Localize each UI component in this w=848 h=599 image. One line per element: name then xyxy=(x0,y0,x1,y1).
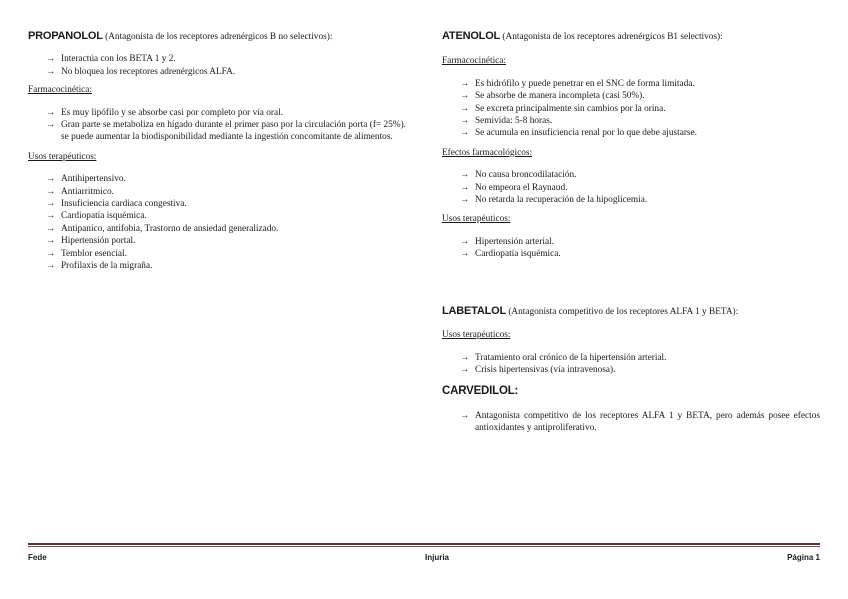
arrow-icon: → xyxy=(460,116,470,127)
list-item: → Semivida: 5-8 horas. xyxy=(460,116,553,127)
arrow-icon: → xyxy=(46,174,56,185)
propanolol-uses-list xyxy=(28,173,406,272)
atenolol-uses-heading: Usos terapéuticos: xyxy=(442,214,511,225)
list-item: → Crisis hipertensivas (vía intravenosa). xyxy=(460,364,616,375)
propanolol-pk-heading: Farmacocinética: xyxy=(28,85,93,96)
arrow-icon: → xyxy=(460,236,470,247)
arrow-icon: → xyxy=(46,199,56,210)
labetalol-desc: (Antagonista competitivo de los receptores ALFA 1 y BETA): xyxy=(508,306,739,317)
arrow-icon: → xyxy=(460,410,470,421)
arrow-icon: → xyxy=(460,128,470,139)
propanolol-uses-heading: Usos terapéuticos: xyxy=(28,151,97,162)
list-item: → Cardiopatía isquémica. xyxy=(46,211,147,222)
list-item: → Profilaxis de la migraña. xyxy=(46,261,153,272)
list-item: → Antiarritmico. xyxy=(46,186,114,197)
list-item: → Se acumula en insuficiencia renal por lo que debe ajustarse. xyxy=(460,128,698,139)
labetalol-title: LABETALOL xyxy=(442,304,506,317)
list-item: → Es muy lipófilo y se absorbe casi por completo por vía oral. xyxy=(46,107,284,118)
list-item: → No retarda la recuperación de la hipoglicemia. xyxy=(460,195,648,206)
list-item: → No bloquea los receptores adrenérgicos ALFA. xyxy=(46,66,236,77)
arrow-icon: → xyxy=(460,78,470,89)
list-item: → Tratamiento oral crónico de la hipertensión arterial. xyxy=(460,352,667,363)
arrow-icon: → xyxy=(46,248,56,259)
arrow-icon: → xyxy=(46,186,56,197)
arrow-icon: → xyxy=(460,91,470,102)
arrow-icon: → xyxy=(460,182,470,193)
arrow-icon: → xyxy=(46,54,56,65)
arrow-icon: → xyxy=(46,236,56,247)
labetalol-uses-heading: Usos terapéuticos: xyxy=(442,330,511,341)
propanolol-heading xyxy=(28,30,406,43)
propanolol-desc: (Antagonista de los receptores adrenérgicos B no selectivos): xyxy=(105,32,333,42)
footer-rule-thin xyxy=(28,546,820,547)
right-column xyxy=(442,30,820,435)
footer-author: Fede xyxy=(28,553,47,562)
arrow-icon: → xyxy=(46,107,56,118)
list-item: → Antipanico, antifobia, Trastorno de ansiedad generalizado. xyxy=(46,223,279,234)
list-item: → Hipertensión arterial. xyxy=(460,236,554,247)
atenolol-desc: (Antagonista de los receptores adrenérgicos B1 selectivos): xyxy=(502,32,723,42)
list-item: → Temblor esencial. xyxy=(46,248,127,259)
list-item: → Gran parte se metaboliza en hígado durante el primer paso por la circulación porta (f= 25%). se puede aumentar la biodisponibilidad mediante la ingestión concomitante de alimentos. xyxy=(46,120,406,143)
arrow-icon: → xyxy=(46,223,56,234)
arrow-icon: → xyxy=(460,364,470,375)
list-item: → Se absorbe de manera incompleta (casi 50%). xyxy=(460,91,645,102)
atenolol-pk-list xyxy=(442,78,820,140)
labetalol-heading xyxy=(442,305,820,318)
carvedilol-heading xyxy=(442,385,820,398)
left-column xyxy=(28,30,406,273)
atenolol-heading xyxy=(442,30,820,43)
list-item: → Cardiopatía isquémica. xyxy=(460,249,561,260)
footer-page-number: Página 1 xyxy=(787,553,820,562)
arrow-icon: → xyxy=(46,66,56,77)
propanolol-title: PROPANOLOL xyxy=(28,30,103,42)
atenolol-effects-list xyxy=(442,169,820,206)
atenolol-uses-list xyxy=(442,236,820,261)
propanolol-intro-list xyxy=(28,53,406,78)
arrow-icon: → xyxy=(460,170,470,181)
footer-rule xyxy=(28,543,820,545)
footer-title: Injuria xyxy=(425,553,450,562)
arrow-icon: → xyxy=(460,249,470,260)
list-item: → Interactúa con los BETA 1 y 2. xyxy=(46,54,176,65)
list-item: → Antagonista competitivo de los receptores ALFA 1 y BETA, pero además posee efectos antioxidantes y antiproliferativo. xyxy=(460,410,820,434)
arrow-icon: → xyxy=(46,261,56,272)
list-item: → Insuficiencia cardiaca congestiva. xyxy=(46,199,187,210)
list-item: → Es hidrófilo y puede penetrar en el SNC de forma limitada. xyxy=(460,78,695,89)
arrow-icon: → xyxy=(46,120,56,131)
arrow-icon: → xyxy=(460,352,470,363)
atenolol-pk-heading: Farmacocinética: xyxy=(442,56,507,67)
propanolol-pk-list xyxy=(28,107,406,144)
list-item: → No empeora el Raynaud. xyxy=(460,182,568,193)
list-item: → No causa broncodilatación. xyxy=(460,170,577,181)
list-item: → Antihipertensivo. xyxy=(46,174,126,185)
carvedilol-list xyxy=(442,410,820,435)
labetalol-uses-list xyxy=(442,352,820,377)
arrow-icon: → xyxy=(460,103,470,114)
list-item: → Se excreta principalmente sin cambios por la orina. xyxy=(460,103,666,114)
carvedilol-title: CARVEDILOL: xyxy=(442,385,519,398)
atenolol-title: ATENOLOL xyxy=(442,30,501,42)
list-item: → Hipertensión portal. xyxy=(46,236,136,247)
arrow-icon: → xyxy=(460,195,470,206)
atenolol-effects-heading: Efectos farmacológicos: xyxy=(442,147,533,158)
arrow-icon: → xyxy=(46,211,56,222)
